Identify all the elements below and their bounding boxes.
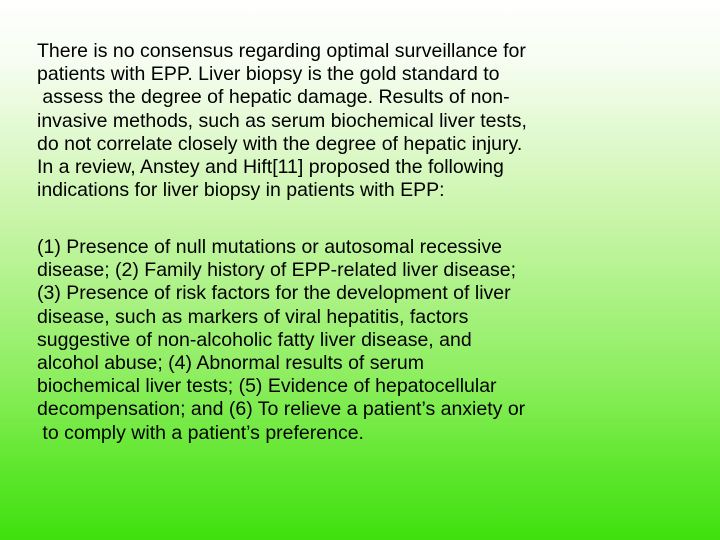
- paragraph-surveillance: [37, 40, 697, 202]
- text-line: suggestive of non-alcoholic fatty liver disease, and: [37, 328, 472, 351]
- text-line: decompensation; and (6) To relieve a patient’s anxiety or: [37, 398, 526, 421]
- text-line: In a review, Anstey and Hift[11] proposed the following: [37, 156, 504, 179]
- text-line: patients with EPP. Liver biopsy is the gold standard to: [37, 63, 500, 86]
- paragraph-indications: [37, 236, 697, 445]
- text-line: (3) Presence of risk factors for the development of liver: [37, 282, 511, 305]
- text-line: invasive methods, such as serum biochemical liver tests,: [37, 109, 527, 132]
- text-line: disease, such as markers of viral hepatitis, factors: [37, 305, 469, 328]
- text-line: biochemical liver tests; (5) Evidence of hepatocellular: [37, 375, 497, 398]
- text-line: to comply with a patient’s preference.: [37, 421, 364, 444]
- text-line: alcohol abuse; (4) Abnormal results of serum: [37, 352, 424, 375]
- text-line: There is no consensus regarding optimal surveillance for: [37, 40, 526, 62]
- text-line: assess the degree of hepatic damage. Results of non-: [37, 86, 510, 109]
- text-line: indications for liver biopsy in patients with EPP:: [37, 179, 445, 202]
- text-line: (1) Presence of null mutations or autosomal recessive: [37, 236, 502, 258]
- text-line: do not correlate closely with the degree of hepatic injury.: [37, 132, 523, 155]
- text-line: disease; (2) Family history of EPP-related liver disease;: [37, 259, 517, 282]
